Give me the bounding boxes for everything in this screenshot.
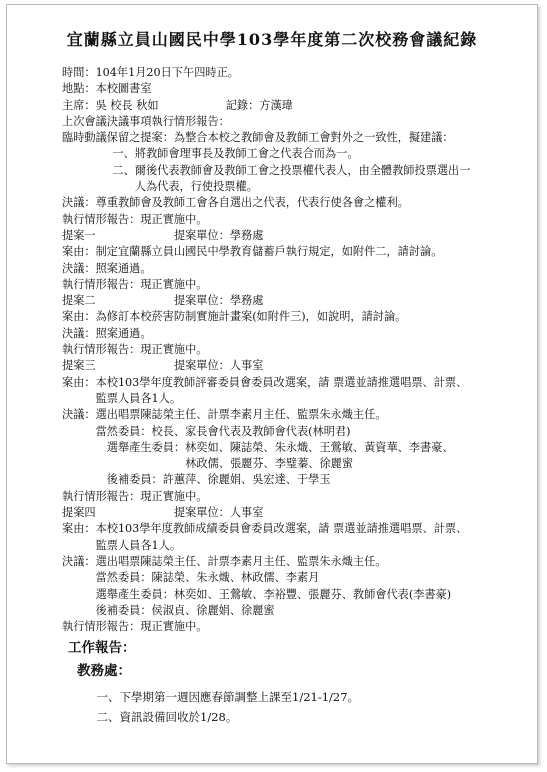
minutes-line: 主席：吳 校長 秋如 記錄：方漢瑋 [62, 98, 293, 112]
work-report-item: 一、下學期第一週因應春節調整上課至1/21-1/27。 [96, 690, 360, 705]
minutes-line: 執行情形報告：現正實施中。 [62, 277, 208, 291]
academic-affairs-items [62, 687, 532, 727]
minutes-line: 二、爾後代表教師會及教師工會之投票權代表人，由全體教師投票選出一 [112, 163, 471, 177]
minutes-line: 案由：本校103學年度教師成績委員會委員改選案，請 票選並請推選唱票、計票、 [62, 522, 468, 536]
minutes-line: 當然委員：陳誌榮、朱永熾、林政儒、李素月 [95, 571, 320, 585]
minutes-line: 地點：本校圖書室 [62, 82, 152, 96]
minutes-line: 臨時動議保留之提案：為整合本校之教師會及教師工會對外之一致性，擬建議： [62, 131, 454, 145]
minutes-line: 監票人員各1人。 [95, 538, 182, 552]
minutes-lines [62, 65, 532, 635]
minutes-line: 案由：本校103學年度教師評審委員會委員改選案，請 票選並請推選唱票、計票、 [62, 375, 468, 389]
minutes-line: 決議：照案通過。 [62, 326, 152, 340]
minutes-line: 決議：選出唱票陳誌榮主任、計票李素月主任、監票朱永熾主任。 [62, 554, 387, 568]
minutes-line: 決議：尊重教師會及教師工會各自選出之代表，代表行使各會之權利。 [62, 196, 409, 210]
work-report-item: 二、資訊設備回收於1/28。 [96, 710, 238, 725]
minutes-line: 一、將教師會理事長及教師工會之代表合而為一。 [112, 147, 359, 161]
minutes-line: 選舉產生委員：林奕如、王鶯敏、李裕豐、張麗芬、教師會代表(李書豪) [95, 587, 452, 601]
work-report-heading: 工作報告： [68, 640, 136, 657]
minutes-line: 執行情形報告：現正實施中。 [62, 343, 208, 357]
minutes-line: 上次會議決議事項執行情形報告： [62, 114, 230, 128]
minutes-line: 決議：選出唱票陳誌榮主任、計票李素月主任、監票朱永熾主任。 [62, 408, 387, 422]
minutes-line: 執行情形報告：現正實施中。 [62, 489, 208, 503]
minutes-line: 林政儒、張麗芬、李璧蓁、徐麗蜜 [185, 457, 354, 471]
minutes-line: 人為代表，行使投票權。 [134, 180, 258, 194]
minutes-line: 案由：制定宜蘭縣立員山國民中學教育儲蓄戶執行規定，如附件二，請討論。 [62, 245, 443, 259]
minutes-line: 提案三 提案單位：人事室 [62, 359, 264, 373]
minutes-line: 選舉產生委員：林奕如、陳誌榮、朱永熾、王鶯敏、黃資華、李書豪、 [106, 440, 454, 454]
minutes-line: 提案四 提案單位：人事室 [62, 506, 264, 520]
academic-affairs-heading: 教務處： [77, 663, 131, 680]
minutes-line: 執行情形報告：現正實施中。 [62, 212, 208, 226]
minutes-line: 當然委員：校長、家長會代表及教師會代表(林明君) [95, 424, 351, 438]
minutes-line: 案由：為修訂本校菸害防制實施計畫案(如附件三)，如說明，請討論。 [62, 310, 407, 324]
minutes-line: 時間：104年1月20日下午四時正。 [62, 66, 239, 79]
minutes-line: 提案一 提案單位：學務處 [62, 228, 264, 242]
document-page [6, 4, 538, 764]
minutes-line: 後補委員：許蕙萍、徐麗娟、吳宏達、于學玉 [106, 473, 331, 487]
minutes-line: 後補委員：侯淑貞、徐麗娟、徐麗蜜 [95, 603, 275, 617]
minutes-line: 執行情形報告：現正實施中。 [62, 620, 208, 634]
minutes-line: 監票人員各1人。 [95, 391, 182, 405]
document-title: 宜蘭縣立員山國民中學103學年度第二次校務會議紀錄 [66, 30, 478, 49]
minutes-line: 決議：照案通過。 [62, 261, 152, 275]
minutes-line: 提案二 提案單位：學務處 [62, 294, 264, 308]
document-body [62, 65, 532, 727]
